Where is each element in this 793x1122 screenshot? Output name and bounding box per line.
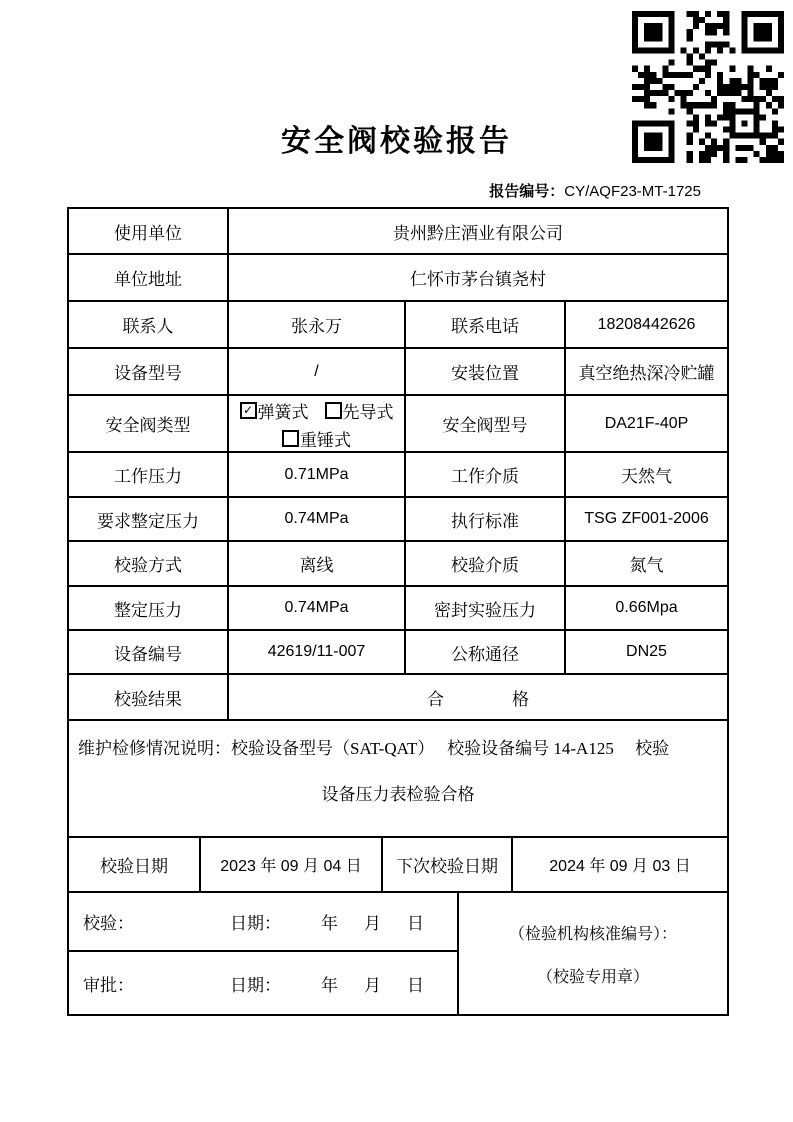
- calibration-method-label: 校验方式: [68, 541, 228, 586]
- day-label: 日: [407, 914, 424, 933]
- signoff-table: [67, 891, 729, 1016]
- valve-type-option-weight: [282, 426, 351, 451]
- calibration-medium-value: 氮气: [565, 541, 728, 586]
- table-row: [68, 720, 728, 837]
- company-value: 贵州黔庄酒业有限公司: [228, 208, 728, 254]
- table-row: [68, 674, 728, 720]
- maintenance-note-line1: 维护检修情况说明：校验设备型号（SAT-QAT） 校验设备编号 14-A125 校验: [78, 739, 670, 758]
- table-row: [68, 586, 728, 630]
- contact-value: 张永万: [228, 301, 405, 348]
- approver-sign-cell: [68, 951, 458, 1015]
- calibrator-date-label: 日期：: [230, 914, 281, 933]
- day-label: 日: [407, 975, 424, 995]
- table-row: [68, 301, 728, 348]
- table-row: [68, 348, 728, 395]
- device-model-label: 设备型号: [68, 348, 228, 395]
- maintenance-note-line2: 设备压力表检验合格: [321, 785, 475, 804]
- valve-type-option-label: 先导式: [342, 403, 394, 422]
- approver-label: 审批：: [83, 975, 134, 995]
- phone-label: 联系电话: [405, 301, 565, 348]
- device-model-value: /: [228, 348, 405, 395]
- month-label: 月: [364, 914, 381, 933]
- working-pressure-label: 工作压力: [68, 452, 228, 497]
- page-title: 安全阀校验报告: [281, 125, 512, 158]
- address-label: 单位地址: [68, 254, 228, 301]
- next-date-label: 下次校验日期: [382, 837, 512, 892]
- calibration-date-label: 校验日期: [68, 837, 200, 892]
- stamp-approval-no: （检验机构核准编号）：: [508, 925, 677, 943]
- table-row: [68, 630, 728, 674]
- valve-type-options: [228, 395, 405, 452]
- install-location-label: 安装位置: [405, 348, 565, 395]
- maintenance-note-cell: [68, 720, 728, 837]
- table-row: [68, 208, 728, 254]
- table-row: [68, 254, 728, 301]
- required-set-pressure-value: 0.74MPa: [228, 497, 405, 541]
- report-number-label: 报告编号：: [489, 184, 565, 200]
- calibration-medium-label: 校验介质: [405, 541, 565, 586]
- result-value: 合 格: [228, 674, 728, 720]
- working-medium-value: 天然气: [565, 452, 728, 497]
- stamp-seal: （校验专用章）: [536, 968, 649, 986]
- required-set-pressure-label: 要求整定压力: [68, 497, 228, 541]
- working-medium-label: 工作介质: [405, 452, 565, 497]
- working-pressure-value: 0.71MPa: [228, 452, 405, 497]
- result-label: 校验结果: [68, 674, 228, 720]
- table-row: [68, 892, 728, 951]
- table-row: [68, 497, 728, 541]
- calibrator-sign-cell: [68, 892, 458, 951]
- checkbox-icon: [325, 402, 342, 419]
- stamp-cell: [458, 892, 728, 1015]
- set-pressure-value: 0.74MPa: [228, 586, 405, 630]
- calibrator-label: 校验：: [83, 914, 134, 933]
- device-no-label: 设备编号: [68, 630, 228, 674]
- valve-model-label: 安全阀型号: [405, 395, 565, 452]
- install-location-value: 真空绝热深冷贮罐: [565, 348, 728, 395]
- standard-label: 执行标准: [405, 497, 565, 541]
- approver-date-label: 日期：: [230, 975, 281, 995]
- year-label: 年: [321, 975, 338, 995]
- valve-type-option-pilot: [325, 398, 394, 423]
- table-row: [68, 395, 728, 452]
- table-row: [68, 837, 728, 892]
- nominal-diameter-value: DN25: [565, 630, 728, 674]
- info-table: [67, 207, 729, 838]
- report-number: [68, 180, 727, 201]
- year-label: 年: [321, 914, 338, 933]
- month-label: 月: [364, 975, 381, 995]
- nominal-diameter-label: 公称通径: [405, 630, 565, 674]
- set-pressure-label: 整定压力: [68, 586, 228, 630]
- valve-model-value: DA21F-40P: [565, 395, 728, 452]
- valve-type-label: 安全阀类型: [68, 395, 228, 452]
- phone-value: 18208442626: [565, 301, 728, 348]
- seal-test-pressure-value: 0.66Mpa: [565, 586, 728, 630]
- report-number-value: CY/AQF23-MT-1725: [564, 183, 701, 200]
- calibration-date-value: 2023 年 09 月 04 日: [200, 837, 382, 892]
- checkbox-icon: [282, 430, 299, 447]
- dates-table: [67, 836, 729, 893]
- checkbox-checked-icon: ✓: [240, 402, 257, 419]
- next-date-value: 2024 年 09 月 03 日: [512, 837, 728, 892]
- contact-label: 联系人: [68, 301, 228, 348]
- standard-value: TSG ZF001-2006: [565, 497, 728, 541]
- calibration-method-value: 离线: [228, 541, 405, 586]
- company-label: 使用单位: [68, 208, 228, 254]
- valve-type-option-label: 重锤式: [300, 431, 351, 450]
- device-no-value: 42619/11-007: [228, 630, 405, 674]
- valve-type-option-label: 弹簧式: [257, 403, 309, 422]
- address-value: 仁怀市茅台镇尧村: [228, 254, 728, 301]
- report-table: [67, 207, 727, 1016]
- table-row: [68, 541, 728, 586]
- seal-test-pressure-label: 密封实验压力: [405, 586, 565, 630]
- valve-type-option-spring: [240, 398, 309, 423]
- table-row: [68, 452, 728, 497]
